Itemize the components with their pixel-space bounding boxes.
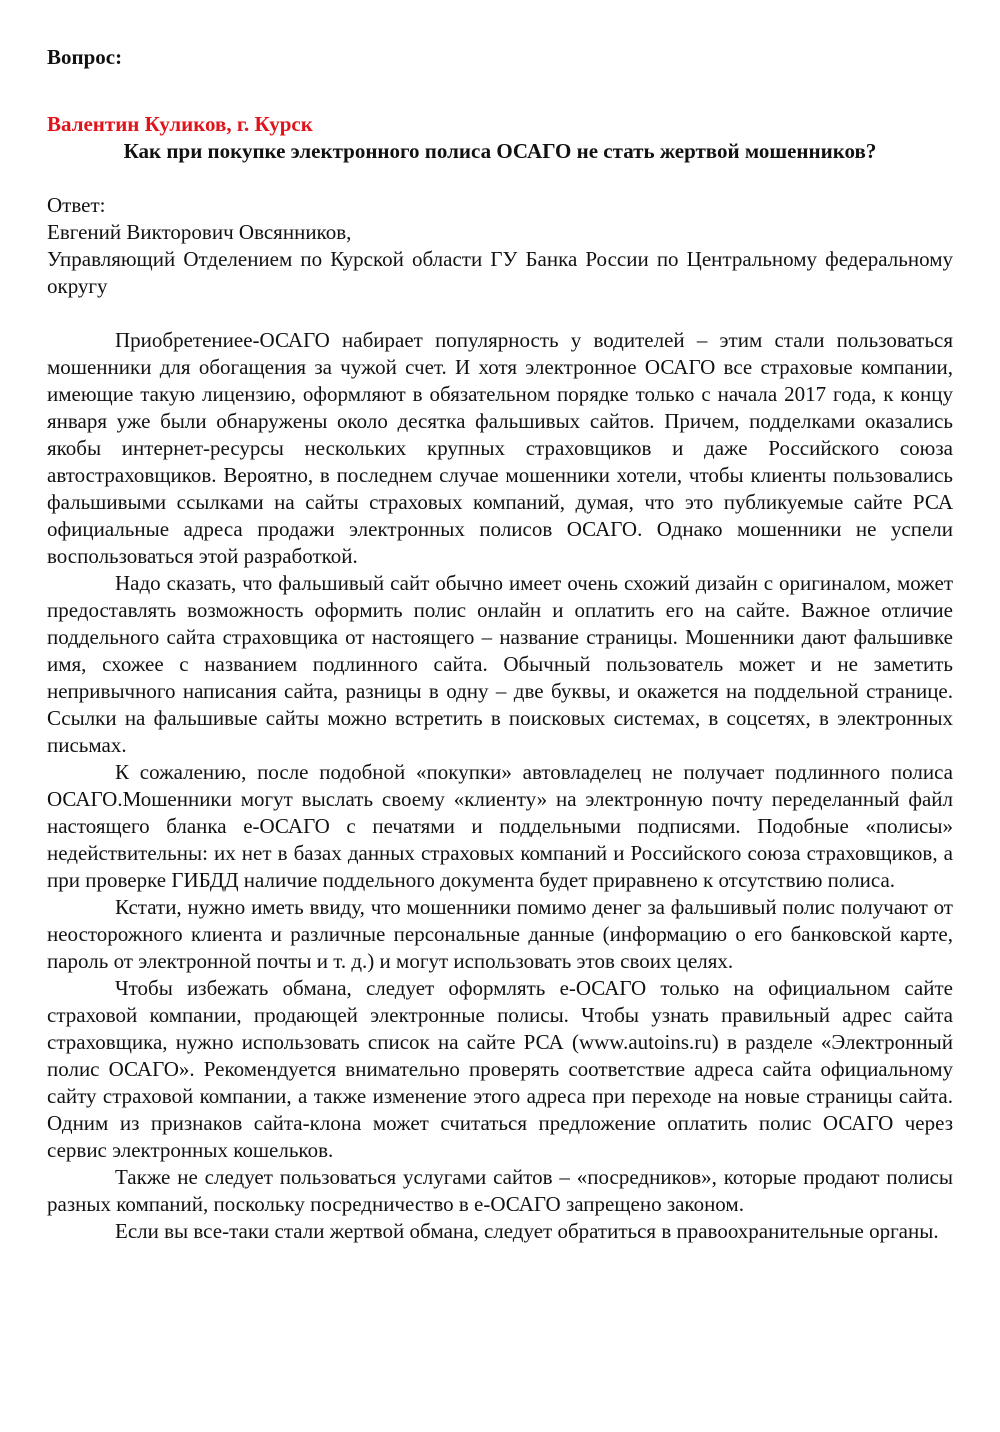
answer-paragraph: Надо сказать, что фальшивый сайт обычно имеет очень схожий дизайн с оригиналом, может предоставлять возможность оформить полис онлайн и оплатить его на сайте. Важное отличие поддельного сайта страховщика от настоящего – название страницы. Мошенники дают фальшивке имя, схожее с названием подлинного сайта. Обычный пользователь может и не заметить непривычного написания сайта, разницы в одну – две буквы, и окажется на поддельной странице. Ссылки на фальшивые сайты можно встретить в поисковых системах, в соцсетях, в электронных письмах. xyxy=(47,571,953,757)
responder-title: Управляющий Отделением по Курской области ГУ Банка России по Центральному федеральному округу xyxy=(47,247,953,298)
document-page xyxy=(47,44,953,1245)
question-author: Валентин Куликов, г. Курск xyxy=(47,112,313,136)
answer-body xyxy=(47,327,953,1245)
answer-paragraph: Кстати, нужно иметь ввиду, что мошенники помимо денег за фальшивый полис получают от неосторожного клиента и различные персональные данные (информацию о его банковской карте, пароль от электронной почты и т. д.) и могут использовать этов своих целях. xyxy=(47,895,953,973)
answer-label: Ответ: xyxy=(47,193,106,217)
responder-name: Евгений Викторович Овсянников, xyxy=(47,220,352,244)
answer-paragraph: Если вы все-таки стали жертвой обмана, следует обратиться в правоохранительные органы. xyxy=(115,1219,939,1243)
answer-paragraph: Также не следует пользоваться услугами сайтов – «посредников», которые продают полисы разных компаний, поскольку посредничество в е-ОСАГО запрещено законом. xyxy=(47,1165,953,1216)
answer-paragraph: Приобретениее-ОСАГО набирает популярность у водителей – этим стали пользоваться мошенники для обогащения за чужой счет. И хотя электронное ОСАГО все страховые компании, имеющие такую лицензию, оформляют в обязательном порядке только с начала 2017 года, к концу января уже были обнаружены около десятка фальшивых сайтов. Причем, подделками оказались якобы интернет-ресурсы нескольких крупных страховщиков и даже Российского союза автостраховщиков. Вероятно, в последнем случае мошенники хотели, чтобы клиенты пользовались фальшивыми ссылками на сайты страховых компаний, думая, что это публикуемые сайте РСА официальные адреса продажи электронных полисов ОСАГО. Однако мошенники не успели воспользоваться этой разработкой. xyxy=(47,328,953,568)
answer-paragraph: Чтобы избежать обмана, следует оформлять е-ОСАГО только на официальном сайте страховой компании, продающей электронные полисы. Чтобы узнать правильный адрес сайта страховщика, нужно использовать список на сайте РСА (www.autoins.ru) в разделе «Электронный полис ОСАГО». Рекомендуется внимательно проверять соответствие адреса сайта официальному сайту страховой компании, а также изменение этого адреса при переходе на новые страницы сайта. Одним из признаков сайта-клона может считаться предложение оплатить полис ОСАГО через сервис электронных кошельков. xyxy=(47,976,953,1162)
question-text: Как при покупке электронного полиса ОСАГО не стать жертвой мошенников? xyxy=(123,139,877,163)
answer-paragraph: К сожалению, после подобной «покупки» автовладелец не получает подлинного полиса ОСАГО.Мошенники могут выслать своему «клиенту» на электронную почту переделанный файл настоящего бланка е-ОСАГО с печатями и поддельными подписями. Подобные «полисы» недействительны: их нет в базах данных страховых компаний и Российского союза страховщиков, а при проверке ГИБДД наличие поддельного документа будет приравнено к отсутствию полиса. xyxy=(47,760,953,892)
question-label: Вопрос: xyxy=(47,45,123,69)
